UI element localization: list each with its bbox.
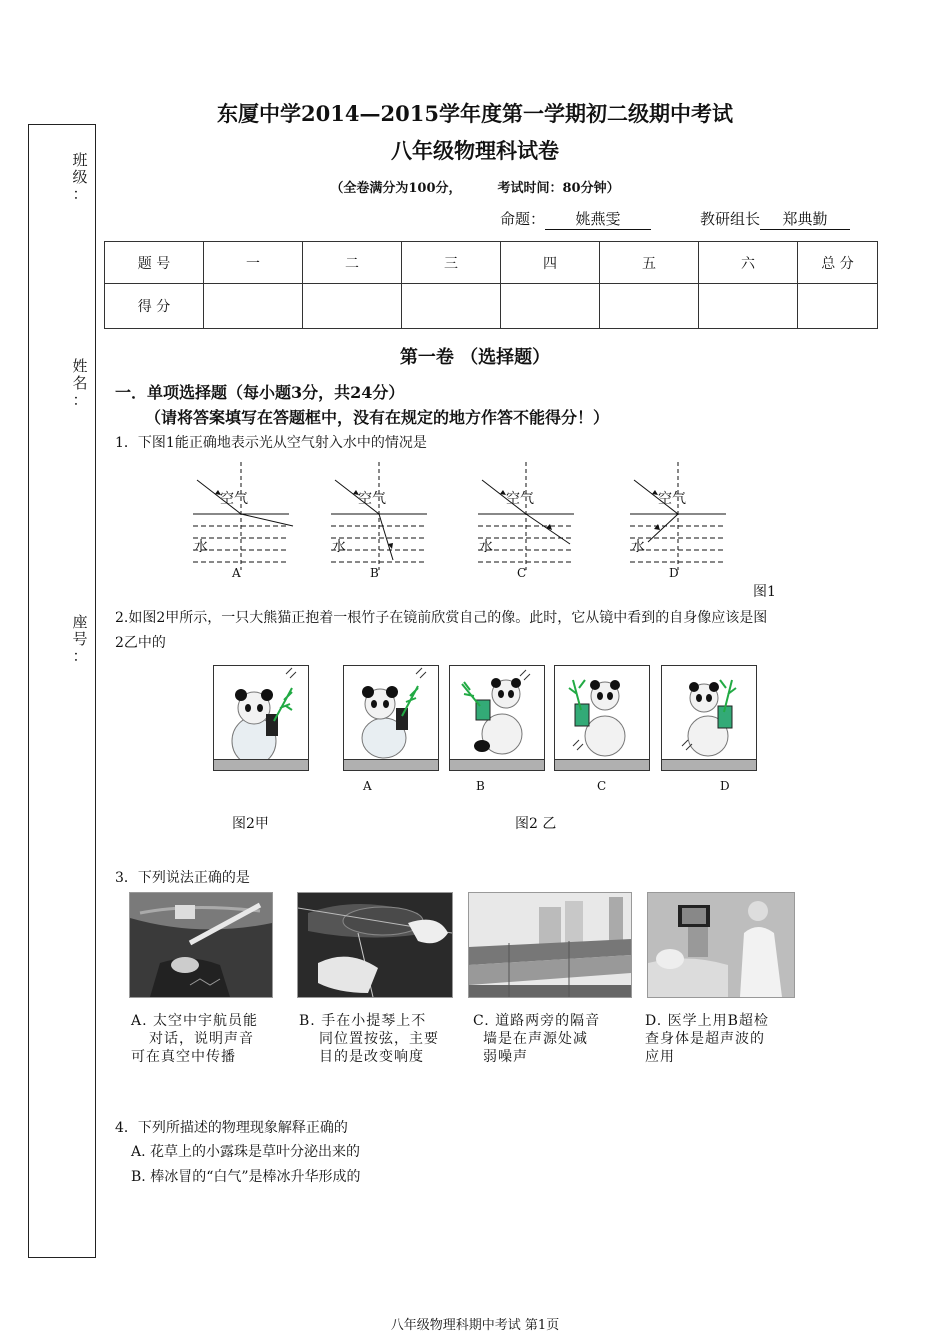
author-name: 姚燕雯 bbox=[545, 208, 651, 230]
exam-time: 考试时间：80分钟） bbox=[497, 181, 620, 196]
score-header-cell: 总 分 bbox=[798, 242, 878, 284]
q2-option-d: D bbox=[720, 779, 730, 793]
q2-option-c: C bbox=[597, 779, 607, 793]
leader-name: 郑典勤 bbox=[760, 208, 850, 230]
full-score: （全卷满分为100分， bbox=[330, 181, 462, 196]
part1-note: （请将答案填写在答题框中，没有在规定的地方作答不能得分！） bbox=[145, 408, 610, 427]
q3-photo-sound-barrier bbox=[468, 892, 632, 998]
q1-water-label: 水 bbox=[631, 539, 645, 555]
q2-text-line1: 2.如图2甲所示，一只大熊猫正抱着一根竹子在镜前欣赏自己的像。此时，它从镜中看到的自身像应该是图 bbox=[115, 610, 768, 626]
score-header-cell: 三 bbox=[402, 242, 501, 284]
score-row-label: 得 分 bbox=[105, 284, 204, 329]
q3-text: 3．下列说法正确的是 bbox=[115, 870, 250, 886]
q2-panda-option-d bbox=[661, 665, 757, 771]
score-header-cell: 六 bbox=[699, 242, 798, 284]
q1-option-a: A bbox=[232, 566, 241, 580]
score-header-cell: 一 bbox=[204, 242, 303, 284]
score-header-cell: 题 号 bbox=[105, 242, 204, 284]
score-table bbox=[104, 241, 878, 329]
author-field: 命题： 姚燕雯 bbox=[500, 208, 651, 230]
panda-icon bbox=[555, 666, 649, 770]
score-cell[interactable] bbox=[303, 284, 402, 329]
part1-title: 一．单项选择题（每小题3分，共24分） bbox=[115, 383, 405, 402]
score-cell[interactable] bbox=[600, 284, 699, 329]
q3-option-d: D. 医学上用B超检 查身体是超声波的 应用 bbox=[645, 1013, 769, 1065]
q3-option-a: A. 太空中宇航员能 对话，说明声音 可在真空中传播 bbox=[131, 1013, 259, 1065]
q1-diagram-a bbox=[193, 462, 293, 570]
score-header-cell: 四 bbox=[501, 242, 600, 284]
score-cell[interactable] bbox=[798, 284, 878, 329]
name-label: 姓 名 ： bbox=[72, 357, 88, 409]
q1-air-label: 空气 bbox=[506, 491, 534, 507]
q3-option-c: C. 道路两旁的隔音 墙是在声源处减 弱噪声 bbox=[473, 1013, 601, 1065]
q2-text-line2: 2乙中的 bbox=[115, 635, 166, 651]
section-title: 第一卷 （选择题） bbox=[399, 347, 551, 368]
q3-photo-violin bbox=[297, 892, 453, 998]
q2-caption-a: 图2甲 bbox=[232, 816, 269, 832]
q4-option-a: A. 花草上的小露珠是草叶分泌出来的 bbox=[131, 1144, 361, 1160]
q1-figure-caption: 图1 bbox=[753, 584, 776, 600]
q2-panda-option-c bbox=[554, 665, 650, 771]
score-cell[interactable] bbox=[402, 284, 501, 329]
q2-caption-b: 图2 乙 bbox=[515, 816, 557, 832]
score-cell[interactable] bbox=[204, 284, 303, 329]
q1-option-c: C bbox=[517, 566, 527, 580]
page-footer: 八年级物理科期中考试 第1页 bbox=[390, 1318, 560, 1333]
q4-text: 4．下列所描述的物理现象解释正确的 bbox=[115, 1120, 348, 1136]
q1-water-label: 水 bbox=[332, 539, 346, 555]
leader-field: 教研组长 郑典勤 bbox=[700, 208, 850, 230]
exam-title: 东厦中学2014—2015学年度第一学期初二级期中考试 bbox=[217, 101, 733, 126]
q1-figure bbox=[185, 462, 745, 587]
q3-photo-astronaut bbox=[129, 892, 273, 998]
class-label: 班 级 ： bbox=[72, 151, 88, 203]
binding-column bbox=[28, 124, 96, 1258]
q1-option-b: B bbox=[370, 566, 379, 580]
score-header-cell: 二 bbox=[303, 242, 402, 284]
exam-info bbox=[0, 177, 950, 196]
score-cell[interactable] bbox=[699, 284, 798, 329]
q1-option-d: D bbox=[669, 566, 679, 580]
seat-label: 座 号 ： bbox=[72, 613, 88, 665]
q3-photo-ultrasound bbox=[647, 892, 795, 998]
q1-water-label: 水 bbox=[479, 539, 493, 555]
q1-water-label: 水 bbox=[194, 539, 208, 555]
q3-option-b: B. 手在小提琴上不 同位置按弦，主要 目的是改变响度 bbox=[299, 1013, 439, 1065]
q2-panda-option-b bbox=[449, 665, 545, 771]
q4-option-b: B. 棒冰冒的“白气”是棒冰升华形成的 bbox=[131, 1169, 361, 1185]
q1-air-label: 空气 bbox=[358, 491, 386, 507]
exam-subtitle: 八年级物理科试卷 bbox=[391, 138, 559, 163]
panda-icon bbox=[214, 666, 308, 770]
score-cell[interactable] bbox=[501, 284, 600, 329]
q1-air-label: 空气 bbox=[658, 491, 686, 507]
q2-panda-option-a bbox=[343, 665, 439, 771]
q2-panda-original bbox=[213, 665, 309, 771]
score-header-cell: 五 bbox=[600, 242, 699, 284]
q2-option-a: A bbox=[363, 779, 372, 793]
panda-icon bbox=[662, 666, 756, 770]
q1-text: 1．下图1能正确地表示光从空气射入水中的情况是 bbox=[115, 435, 427, 451]
q1-air-label: 空气 bbox=[220, 491, 248, 507]
q2-option-b: B bbox=[476, 779, 485, 793]
panda-icon bbox=[450, 666, 544, 770]
panda-icon bbox=[344, 666, 438, 770]
